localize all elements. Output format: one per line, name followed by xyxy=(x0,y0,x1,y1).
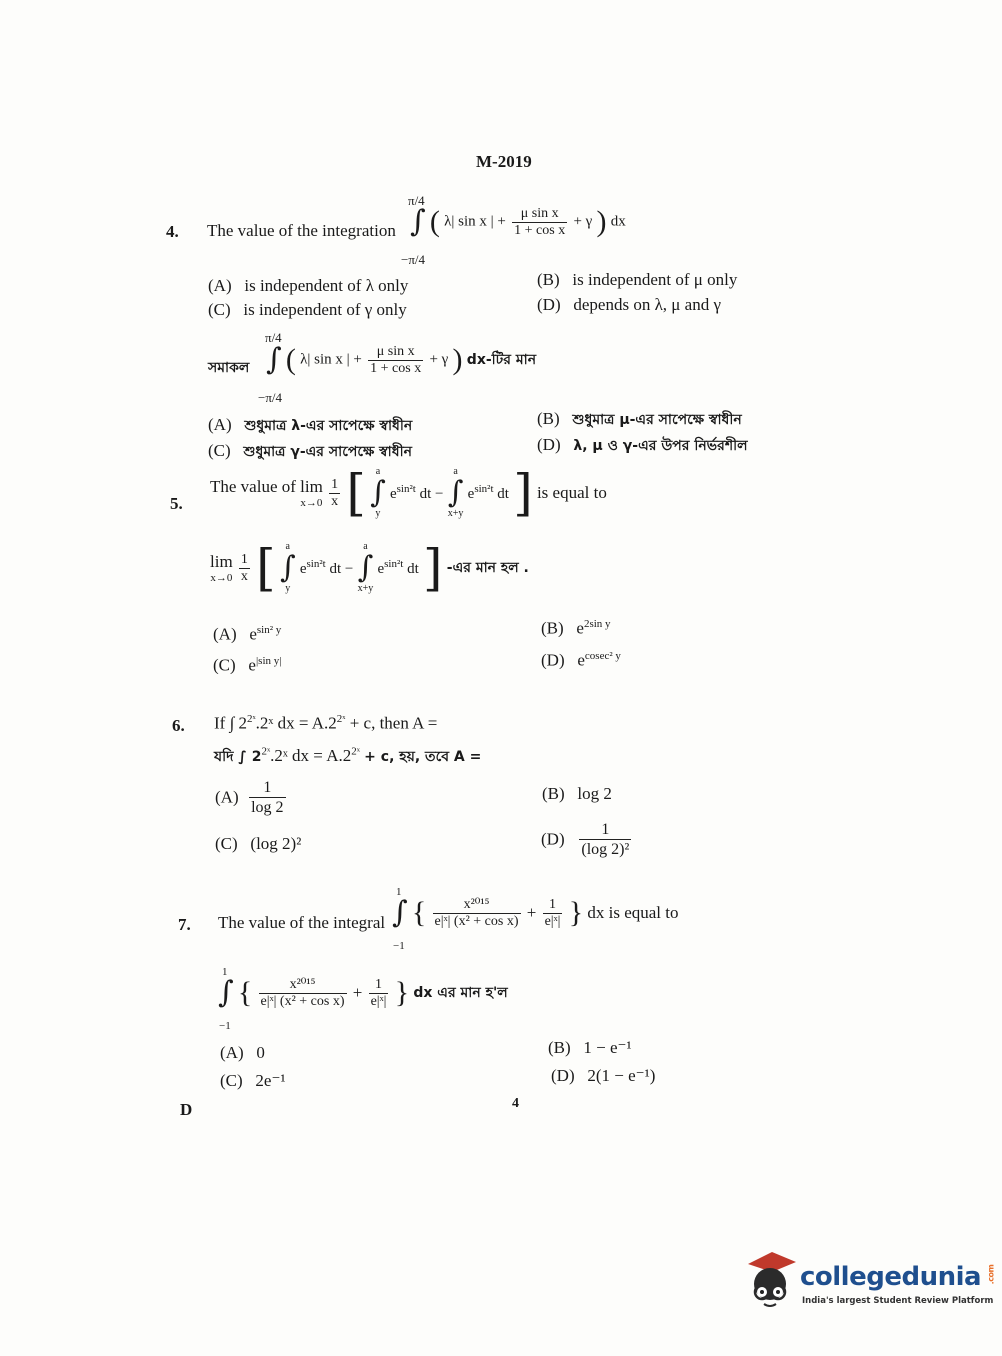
question-6-number: 6. xyxy=(172,716,185,735)
q4-bn-upper-limit: π/4 xyxy=(265,330,282,345)
q4-dx: dx xyxy=(610,213,626,230)
q6-bn-line1: যদি ∫ $2^{2ˣ}.2ˣ$ dx = $A.2^{2ˣ} + c$, হয়, তবে A = xyxy=(214,745,482,765)
question-4-number: 4. xyxy=(166,222,179,241)
question-4-prompt: The value of the integration xyxy=(207,221,396,240)
q4-integral-expression: ∫ ( λ| sin x | + $\frac{\text{μ sin x}}{\text{1 + cos x}}$ + γ ) dx xyxy=(410,204,626,239)
q4-bn-option-a: (A) শুধুমাত্র λ-এর সাপেক্ষে স্বাধীন xyxy=(208,415,413,434)
q4-option-b: (B) is independent of μ only xyxy=(537,270,738,289)
q4-bn-option-b: (B) শুধুমাত্র μ-এর সাপেক্ষে স্বাধীন xyxy=(537,409,742,428)
q7-bn-upper-limit: 1 xyxy=(222,966,228,978)
question-5-number: 5. xyxy=(170,494,183,513)
q5-option-d: (D) $e^{cosec^2 y}$ xyxy=(541,650,621,670)
q5-option-a: (A) $e^{sin^2 y}$ xyxy=(213,624,282,644)
q5-option-c: (C) $e^{|sin y|}$ xyxy=(213,655,282,675)
q6-option-d: (D) $\frac{1}{\text{(log 2)²}}$ xyxy=(541,821,630,858)
mascot-icon xyxy=(742,1250,798,1314)
page-title: M-2019 xyxy=(476,152,532,171)
q6-option-a: (A) $\frac{1}{\log 2}$ xyxy=(215,779,284,816)
q7-lower-limit: −1 xyxy=(393,940,405,952)
q4-frac-den: 1 + cos x xyxy=(514,222,566,238)
q6-option-b: (B) log 2 xyxy=(542,784,612,803)
q4-lower-limit: −π/4 xyxy=(401,252,426,267)
q4-integrand-b: + γ xyxy=(573,213,593,230)
q4-bn-option-c: (C) শুধুমাত্র γ-এর সাপেক্ষে স্বাধীন xyxy=(208,441,412,460)
logo-wordmark: collegedunia .com xyxy=(800,1262,996,1292)
collegedunia-logo[interactable] xyxy=(742,1250,996,1320)
q7-bn-integral-expression: ∫ { $\frac{\text{x²⁰¹⁵}}{\text{e|ˣ| (x² + cos x)}}$ + $\frac{1}{\text{e|ˣ|}}$ } dx এর মান হ'ল xyxy=(218,975,508,1010)
integral-sign: ∫ xyxy=(410,204,426,239)
q4-bn-integral-expression: ∫ ( λ| sin x | + $\frac{\text{μ sin x}}{\text{1 + cos x}}$ + γ ) dx-টির মান xyxy=(266,342,537,377)
q4-bn-option-d: (D) λ, μ ও γ-এর উপর নির্ভরশীল xyxy=(537,435,748,454)
footer-code: D xyxy=(180,1100,193,1119)
q4-option-c: (C) is independent of γ only xyxy=(208,300,407,319)
q5-expression: The value of lim x→0 $\frac{1}{x}$ [ a ∫ y $e^{sin^2t}$ dt − a ∫ x+y $e^{sin^2t}$ dt ] is equal to xyxy=(210,464,607,522)
q7-option-d: (D) 2(1 − e⁻¹) xyxy=(551,1066,656,1085)
q4-option-d: (D) depends on λ, μ and γ xyxy=(537,295,721,314)
logo-tagline: India's largest Student Review Platform xyxy=(802,1296,994,1306)
q5-bn-expression: lim x→0 $\frac{1}{x}$ [ a ∫ y $e^{sin^2t}$ dt − a ∫ x+y $e^{sin^2t}$ dt ] -এর মান হল . xyxy=(210,539,529,597)
q4-upper-limit: π/4 xyxy=(408,193,425,208)
q7-option-a: (A) 0 xyxy=(220,1043,265,1062)
q4-bn-lower-limit: −π/4 xyxy=(258,390,283,405)
q7-bn-lower-limit: −1 xyxy=(219,1020,231,1032)
question-7-number: 7. xyxy=(178,915,191,934)
q6-line1: If ∫ $2^{2ˣ}.2ˣ$ dx = $A.2^{2ˣ} + c$, then A = xyxy=(214,713,438,733)
q7-upper-limit: 1 xyxy=(396,886,402,898)
q4-frac-num: μ sin x xyxy=(512,206,567,223)
q7-integral-expression: ∫ { $\frac{\text{x²⁰¹⁵}}{\text{e|ˣ| (x² + cos x)}}$ + $\frac{1}{\text{e|ˣ|}}$ } dx is equal to xyxy=(392,895,679,930)
q7-option-b: (B) 1 − e⁻¹ xyxy=(548,1038,632,1057)
question-7-prompt: The value of the integral xyxy=(218,913,386,932)
q7-option-c: (C) 2e⁻¹ xyxy=(220,1071,286,1090)
q4-integrand-a: λ| sin x | + xyxy=(444,213,506,230)
q4-fraction xyxy=(512,206,567,239)
q6-option-c: (C) (log 2)² xyxy=(215,834,302,853)
q4-bn-prompt: সমাকল xyxy=(208,360,250,376)
page-number: 4 xyxy=(512,1096,519,1111)
q5-option-b: (B) $e^{2sin y}$ xyxy=(541,618,611,638)
q4-option-a: (A) is independent of λ only xyxy=(208,276,409,295)
